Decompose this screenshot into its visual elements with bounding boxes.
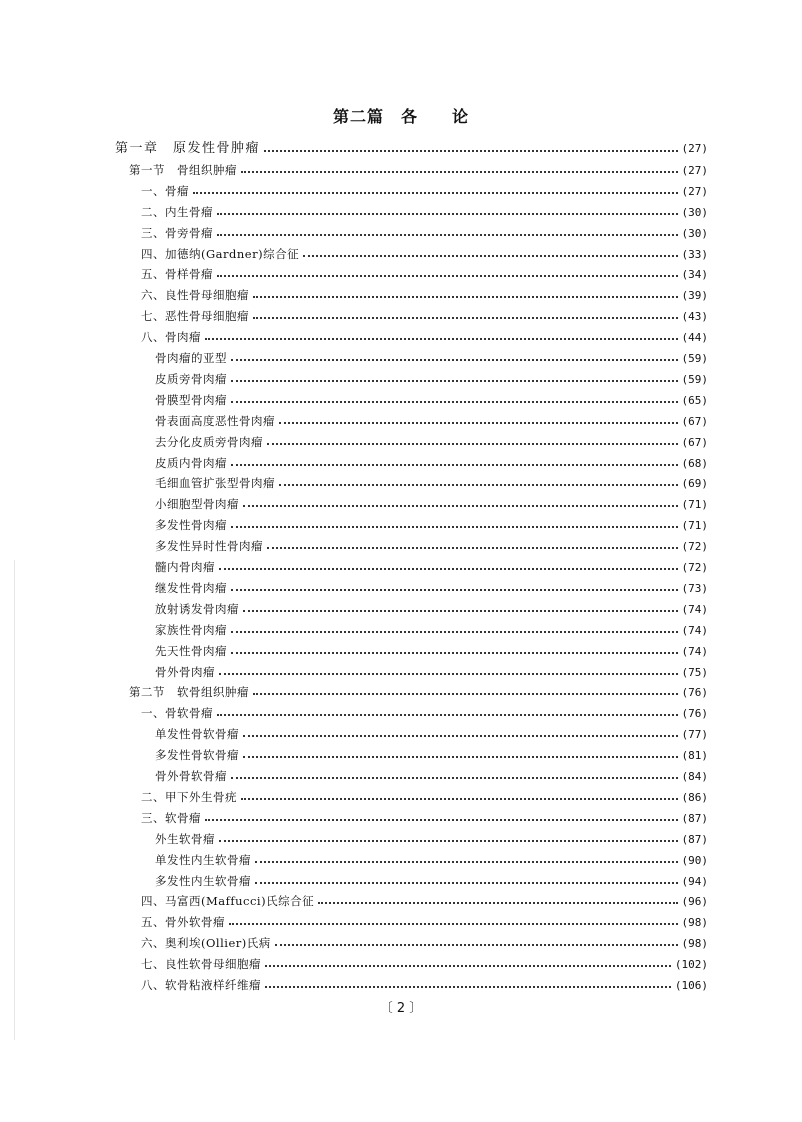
toc-entry-page: (87) (681, 832, 708, 846)
page-number: 〔 2 〕 (379, 1001, 423, 1016)
toc-entry (155, 369, 708, 389)
dot-leader (303, 255, 677, 257)
dot-leader (265, 986, 671, 988)
toc-entry (155, 850, 708, 870)
toc-entry-page: (75) (681, 665, 708, 679)
toc-entry-page: (59) (681, 352, 708, 365)
toc-entry (155, 536, 708, 556)
toc-entry (155, 390, 708, 410)
toc-entry-page: (30) (681, 205, 708, 219)
toc-entry-title: 继发性骨肉瘤 (155, 580, 227, 595)
toc-entry (155, 620, 708, 640)
toc-entry-page: (84) (681, 770, 708, 783)
toc-entry-title: 单发性内生软骨瘤 (155, 852, 251, 867)
toc-entry-title: 七、良性软骨母细胞瘤 (141, 957, 261, 972)
dot-leader (253, 693, 678, 695)
dot-leader (219, 673, 678, 675)
toc-entry-page: (74) (681, 623, 708, 637)
dot-leader (253, 296, 678, 298)
toc-entry (141, 306, 708, 326)
toc-entry (141, 808, 708, 828)
toc-entry-title: 骨外骨肉瘤 (155, 664, 215, 679)
toc-entry (155, 662, 708, 682)
toc-entry (155, 871, 708, 891)
toc-entry-page: (65) (681, 393, 708, 407)
toc-entry-title: 八、骨肉瘤 (141, 330, 201, 345)
toc-entry-page: (33) (681, 247, 708, 261)
toc-entry-page: (98) (681, 916, 708, 930)
dot-leader (217, 213, 678, 215)
toc-entry (141, 244, 708, 264)
toc-entry (141, 202, 708, 222)
toc-entry (155, 348, 708, 368)
toc-entry-page: (27) (681, 142, 708, 155)
dot-leader (219, 840, 678, 842)
toc-entry-title: 去分化皮质旁骨肉瘤 (155, 434, 263, 449)
dot-leader (241, 171, 678, 173)
toc-entry-title: 放射诱发骨肉瘤 (155, 601, 239, 616)
toc-entry-title: 一、骨软骨瘤 (141, 706, 213, 721)
toc-entry (141, 703, 708, 723)
dot-leader (255, 882, 678, 884)
toc-entry (155, 766, 708, 786)
dot-leader (243, 756, 678, 758)
dot-leader (231, 652, 678, 654)
toc-entry-page: (94) (681, 874, 708, 888)
toc-entry-title: 五、骨样骨瘤 (141, 267, 213, 282)
dot-leader (205, 338, 678, 340)
toc-entry (155, 745, 708, 765)
scan-margin-line (14, 560, 15, 1040)
toc-entry-page: (59) (681, 372, 708, 386)
toc-entry-title: 七、恶性骨母细胞瘤 (141, 309, 249, 324)
toc-entry-title: 三、软骨瘤 (141, 810, 201, 825)
dot-leader (265, 965, 671, 967)
toc-entry-title: 多发性内生软骨瘤 (155, 873, 251, 888)
dot-leader (253, 317, 678, 319)
toc-entry-title: 外生软骨瘤 (155, 831, 215, 846)
toc-entry-title: 多发性异时性骨肉瘤 (155, 539, 263, 554)
toc-entry (115, 139, 708, 159)
toc-entry (141, 264, 708, 284)
toc-entry-title: 四、加德纳(Gardner)综合征 (141, 246, 300, 261)
toc-entry-page: (76) (681, 686, 708, 700)
dot-leader (255, 861, 678, 863)
toc-entry-title: 一、骨瘤 (141, 183, 189, 198)
dot-leader (231, 401, 678, 403)
toc-entry-page: (86) (681, 790, 708, 804)
toc-entry-page: (77) (681, 728, 708, 742)
toc-entry (141, 933, 708, 953)
toc-entry-page: (69) (681, 477, 708, 491)
dot-leader (219, 568, 678, 570)
dot-leader (229, 923, 678, 925)
dot-leader (279, 484, 678, 486)
toc-entry (155, 432, 708, 452)
toc-entry-page: (74) (681, 644, 708, 658)
toc-entry-page: (90) (681, 853, 708, 867)
dot-leader (217, 275, 678, 277)
toc-entry-page: (73) (681, 581, 708, 595)
toc-entry-page: (39) (681, 289, 708, 303)
toc-entry-title: 二、甲下外生骨疣 (141, 789, 237, 804)
dot-leader (279, 422, 678, 424)
toc-entry-page: (72) (681, 540, 708, 554)
dot-leader (193, 192, 678, 194)
toc-entry (129, 160, 708, 180)
toc-entry-title: 髓内骨肉瘤 (155, 560, 215, 574)
dot-leader (267, 443, 678, 445)
dot-leader (318, 902, 677, 904)
toc-entry-page: (81) (681, 749, 708, 763)
toc-entry-title: 多发性骨软骨瘤 (155, 748, 239, 763)
toc-entry-title: 六、奥利埃(Ollier)氏病 (141, 936, 271, 951)
toc-entry-title: 骨外骨软骨瘤 (155, 769, 227, 783)
dot-leader (243, 505, 678, 507)
toc-entry-page: (27) (681, 163, 708, 177)
dot-leader (231, 589, 678, 591)
toc-entry (155, 557, 708, 577)
toc-entry (155, 411, 708, 431)
toc-entry-page: (96) (681, 895, 708, 909)
toc-entry-title: 八、软骨粘液样纤维瘤 (141, 978, 261, 992)
dot-leader (217, 234, 678, 236)
toc-entry-page: (87) (681, 811, 708, 825)
toc-entry-page: (43) (681, 310, 708, 324)
toc-entry-title: 皮质旁骨肉瘤 (155, 371, 227, 386)
toc-entry (155, 515, 708, 535)
toc-entry-title: 二、内生骨瘤 (141, 204, 213, 219)
toc-entry-title: 毛细血管扩张型骨肉瘤 (155, 476, 275, 491)
toc-entry (155, 453, 708, 473)
toc-entry-page: (68) (681, 456, 708, 470)
dot-leader (267, 547, 678, 549)
toc-entry-title: 先天性骨肉瘤 (155, 643, 227, 658)
dot-leader (264, 150, 677, 152)
dot-leader (241, 798, 678, 800)
toc-entry (141, 912, 708, 932)
toc-entry (141, 891, 708, 911)
toc-entry-title: 骨肉瘤的亚型 (155, 351, 227, 365)
dot-leader (231, 464, 678, 466)
dot-leader (275, 944, 678, 946)
toc-entry-page: (74) (681, 602, 708, 616)
toc-entry-page: (76) (681, 707, 708, 721)
toc-entry-title: 单发性骨软骨瘤 (155, 727, 239, 742)
toc-entry (155, 578, 708, 598)
toc-entry-title: 五、骨外软骨瘤 (141, 915, 225, 930)
toc-entry (155, 829, 708, 849)
toc-entry (155, 641, 708, 661)
toc-entry-title: 三、骨旁骨瘤 (141, 225, 213, 240)
dot-leader (231, 359, 678, 361)
toc-entry-page: (71) (681, 519, 708, 533)
toc-entry-title: 骨膜型骨肉瘤 (155, 392, 227, 407)
toc-entry (141, 223, 708, 243)
toc-entry (141, 285, 708, 305)
toc-entry-title: 六、良性骨母细胞瘤 (141, 288, 249, 303)
dot-leader (205, 819, 678, 821)
toc-entry (141, 787, 708, 807)
page-title: 第二篇 各 论 (332, 107, 469, 126)
dot-leader (231, 380, 678, 382)
toc-entry-page: (67) (681, 414, 708, 428)
toc-entry (155, 494, 708, 514)
toc-entry (155, 473, 708, 493)
toc-entry-title: 家族性骨肉瘤 (155, 622, 227, 637)
toc-entry-title: 第二节 软骨组织肿瘤 (129, 685, 249, 700)
toc-entry-page: (44) (681, 331, 708, 345)
dot-leader (231, 526, 678, 528)
toc-entry-title: 骨表面高度恶性骨肉瘤 (155, 413, 275, 428)
toc-entry-page: (67) (681, 435, 708, 449)
toc-entry (155, 599, 708, 619)
toc-entry (141, 327, 708, 347)
toc-entry-title: 小细胞型骨肉瘤 (155, 497, 239, 512)
toc-entry-title: 皮质内骨肉瘤 (155, 455, 227, 470)
toc-entry-page: (98) (681, 937, 708, 951)
dot-leader (231, 631, 678, 633)
toc-entry (141, 975, 708, 995)
toc-entry (141, 181, 708, 201)
toc-entry-page: (27) (681, 184, 708, 198)
dot-leader (217, 714, 678, 716)
toc-entry-title: 四、马富西(Maffucci)氏综合征 (141, 894, 315, 909)
dot-leader (231, 777, 678, 779)
toc-entry (155, 724, 708, 744)
toc-entry-page: (71) (681, 498, 708, 512)
toc-entry-page: (106) (674, 979, 708, 992)
toc-entry (141, 954, 708, 974)
toc-entry-title: 第一节 骨组织肿瘤 (129, 162, 237, 177)
toc-entry-page: (30) (681, 226, 708, 240)
toc-entry (129, 682, 708, 702)
toc-entry-title: 第一章 原发性骨肿瘤 (115, 141, 261, 156)
dot-leader (243, 735, 678, 737)
toc-entry-title: 多发性骨肉瘤 (155, 518, 227, 533)
toc-entry-page: (102) (674, 958, 708, 972)
toc-entry-page: (34) (681, 268, 708, 282)
toc-entry-page: (72) (681, 561, 708, 574)
dot-leader (243, 610, 678, 612)
